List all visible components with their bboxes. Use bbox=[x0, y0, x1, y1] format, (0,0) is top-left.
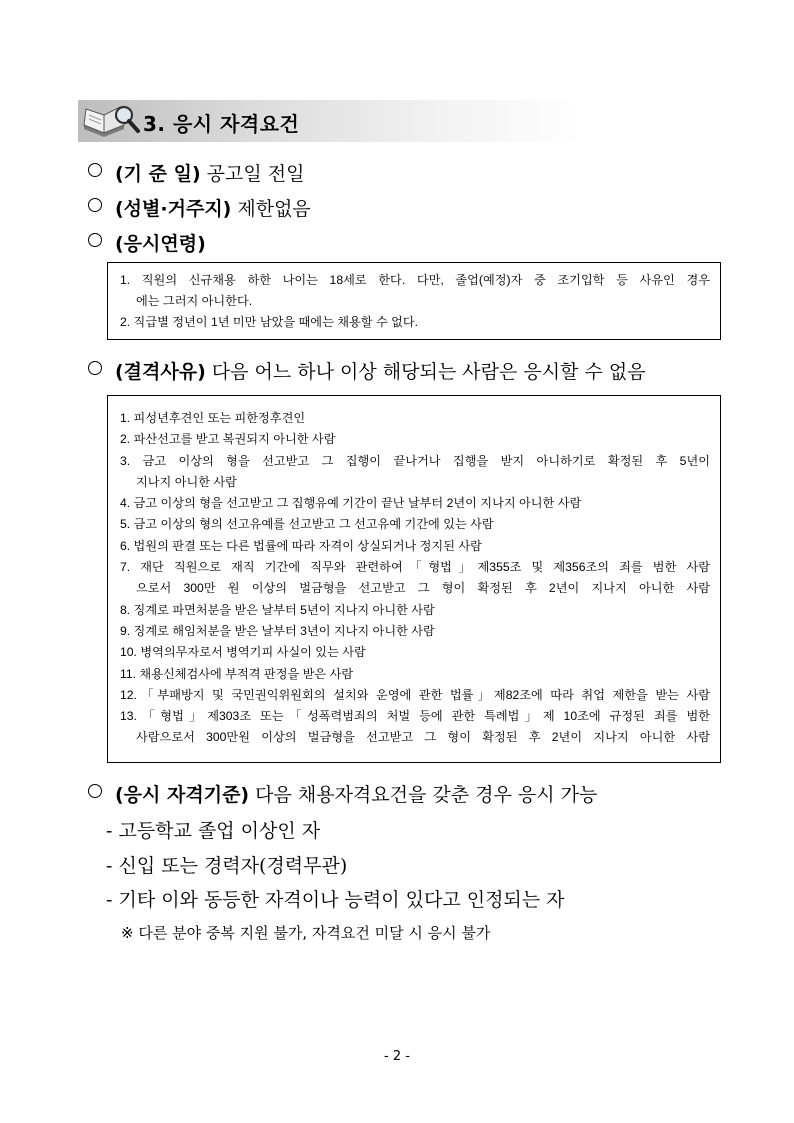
criteria-label: (기 준 일) bbox=[115, 163, 201, 185]
list-item: 13.「형법」제303조 또는「성폭력범죄의 처벌 등에 관한 특례법」제 10조에 규정된 죄를 범한 bbox=[120, 709, 710, 724]
age-requirement-box bbox=[107, 262, 721, 340]
list-item: 7. 재단 직원으로 재직 기간에 직무와 관련하여「형법」제355조 및 제356조의 죄를 범한 사람 bbox=[120, 560, 710, 575]
criteria-label: (결격사유) bbox=[115, 361, 206, 383]
list-item-continuation: 으로서 300만 원 이상의 벌금형을 선고받고 그 형이 확정된 후 2년이 지나지 아니한 사람 bbox=[136, 581, 710, 596]
dash-item: - 고등학교 졸업 이상인 자 bbox=[106, 820, 321, 842]
list-item-continuation: 사람으로서 300만원 이상의 벌금형을 선고받고 그 형이 확정된 후 2년이 지나지 아니한 사람 bbox=[136, 730, 710, 745]
criteria-label: (응시 자격기준) bbox=[115, 784, 250, 806]
page-number: - 2 - bbox=[384, 1049, 410, 1064]
list-item: 9. 징계로 해임처분을 받은 날부터 3년이 지나지 아니한 사람 bbox=[120, 623, 435, 638]
criteria-value: 제한없음 bbox=[237, 198, 311, 220]
reference-note: ※ 다른 분야 중복 지원 불가, 자격요건 미달 시 응시 불가 bbox=[121, 924, 491, 942]
list-item-continuation: 지나지 아니한 사람 bbox=[136, 474, 237, 489]
section-title: 3. 응시 자격요건 bbox=[143, 112, 300, 136]
list-item: 5. 금고 이상의 형의 선고유예를 선고받고 그 선고유예 기간에 있는 사람 bbox=[120, 517, 494, 532]
disqualification-heading bbox=[88, 357, 646, 384]
dash-item: - 기타 이와 동등한 자격이나 능력이 있다고 인정되는 자 bbox=[106, 889, 565, 911]
dash-item: - 신입 또는 경력자(경력무관) bbox=[106, 855, 348, 877]
list-item: 8. 징계로 파면처분을 받은 날부터 5년이 지나지 아니한 사람 bbox=[120, 602, 435, 617]
list-item: 2. 파산선고를 받고 복권되지 아니한 사람 bbox=[120, 432, 336, 447]
list-item: 6. 법원의 판결 또는 다른 법률에 따라 자격이 상실되거나 정지된 사람 bbox=[120, 538, 482, 553]
list-item: 4. 금고 이상의 형을 선고받고 그 집행유예 기간이 끝난 날부터 2년이 지나지 아니한 사람 bbox=[120, 496, 582, 511]
criteria-value: 다음 채용자격요건을 갖춘 경우 응시 가능 bbox=[255, 784, 598, 806]
list-item: 1. 피성년후견인 또는 피한정후견인 bbox=[120, 411, 306, 425]
list-item-continuation: 에는 그러지 아니한다. bbox=[136, 294, 253, 308]
list-item: 12.「부패방지 및 국민권익위원회의 설치와 운영에 관한 법률」제82조에 따라 취업 제한을 받는 사람 bbox=[120, 687, 710, 702]
list-item: 11. 채용신체검사에 부적격 판정을 받은 사람 bbox=[120, 666, 354, 681]
list-item: 3. 금고 이상의 형을 선고받고 그 집행이 끝나거나 집행을 받지 아니하기로 확정된 후 5년이 bbox=[120, 453, 710, 468]
criteria-label: (성별·거주지) bbox=[115, 198, 232, 220]
criteria-gender-residence bbox=[88, 194, 311, 221]
criteria-label: (응시연령) bbox=[115, 233, 206, 255]
criteria-value: 공고일 전일 bbox=[206, 163, 305, 185]
list-item: 2. 직급별 정년이 1년 미만 남았을 때에는 채용할 수 없다. bbox=[120, 315, 419, 329]
disqualification-box bbox=[107, 395, 721, 763]
circle-bullet-icon bbox=[88, 233, 102, 247]
circle-bullet-icon bbox=[88, 163, 102, 177]
criteria-base-date bbox=[88, 159, 304, 186]
list-item: 10. 병역의무자로서 병역기피 사실이 있는 사람 bbox=[120, 645, 366, 660]
circle-bullet-icon bbox=[88, 784, 102, 798]
criteria-value: 다음 어느 하나 이상 해당되는 사람은 응시할 수 없음 bbox=[211, 361, 646, 383]
qualification-standard-heading bbox=[88, 780, 597, 807]
circle-bullet-icon bbox=[88, 361, 102, 375]
circle-bullet-icon bbox=[88, 198, 102, 212]
criteria-age bbox=[88, 229, 206, 256]
book-magnifier-icon bbox=[80, 103, 142, 143]
list-item: 1. 직원의 신규채용 하한 나이는 18세로 한다. 다만, 졸업(예정)자 중 조기입학 등 사유인 경우 bbox=[120, 273, 710, 287]
